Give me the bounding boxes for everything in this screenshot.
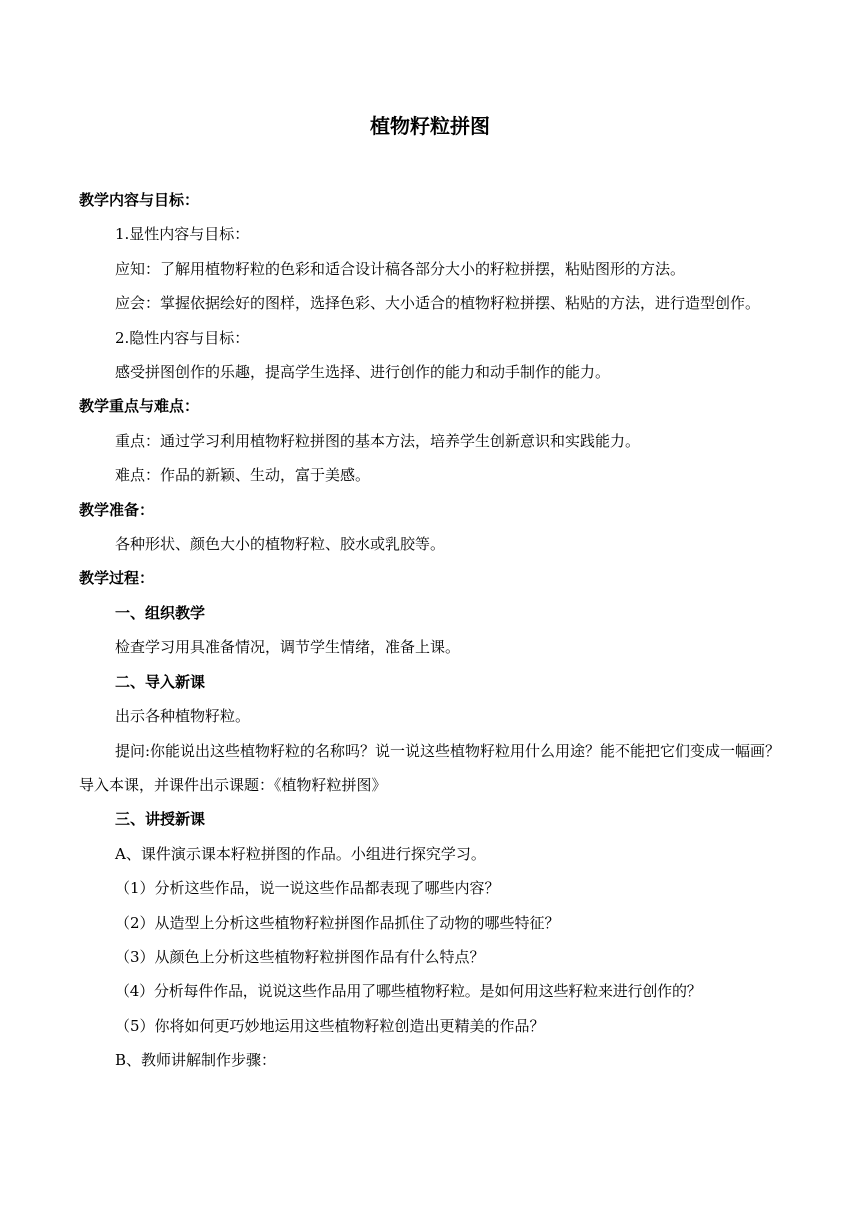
implicit-goals-text: 感受拼图创作的乐趣，提高学生选择、进行创作的能力和动手制作的能力。 <box>115 363 611 382</box>
explicit-goals-heading: 1.显性内容与目标： <box>115 225 250 244</box>
goal-should-text: 应会：掌握依据绘好的图样，选择色彩、大小适合的植物籽粒拼摆、粘贴的方法，进行造型创作。 <box>115 294 761 313</box>
question-3: （3）从颜色上分析这些植物籽粒拼图作品有什么特点？ <box>115 947 485 966</box>
step2-heading: 二、导入新课 <box>115 672 206 691</box>
question-4: （4）分析每件作品，说说这些作品用了哪些植物籽粒。是如何用这些籽粒来进行创作的？ <box>115 982 702 1001</box>
section-heading-process: 教学过程： <box>79 569 155 588</box>
key-point-text: 重点：通过学习利用植物籽粒拼图的基本方法，培养学生创新意识和实践能力。 <box>115 431 641 450</box>
difficult-point-text: 难点：作品的新颖、生动，富于美感。 <box>115 466 371 485</box>
step2-text-2: 提问:你能说出这些植物籽粒的名称吗？说一说这些植物籽粒用什么用途？能不能把它们变成一幅画？导入本课，并课件出示课题：《植物籽粒拼图》 <box>79 741 781 794</box>
step1-text: 检查学习用具准备情况，调节学生情绪，准备上课。 <box>115 638 461 657</box>
implicit-goals-heading: 2.隐性内容与目标： <box>115 328 250 347</box>
step2-text-1: 出示各种植物籽粒。 <box>115 707 251 726</box>
step3-part-a: A、课件演示课本籽粒拼图的作品。小组进行探究学习。 <box>115 844 486 863</box>
question-5: （5）你将如何更巧妙地运用这些植物籽粒创造出更精美的作品？ <box>115 1016 545 1035</box>
question-2: （2）从造型上分析这些植物籽粒拼图作品抓住了动物的哪些特征？ <box>115 913 560 932</box>
step1-heading: 一、组织教学 <box>115 603 206 622</box>
preparation-text: 各种形状、颜色大小的植物籽粒、胶水或乳胶等。 <box>115 535 446 554</box>
goal-know-text: 应知：了解用植物籽粒的色彩和适合设计稿各部分大小的籽粒拼摆，粘贴图形的方法。 <box>115 259 686 278</box>
document-title: 植物籽粒拼图 <box>370 114 490 138</box>
step3-heading: 三、讲授新课 <box>115 810 206 829</box>
document-body <box>79 183 781 1078</box>
step3-part-b: B、教师讲解制作步骤： <box>115 1051 277 1070</box>
question-1: （1）分析这些作品，说一说这些作品都表现了哪些内容？ <box>115 879 500 898</box>
section-heading-key-points: 教学重点与难点： <box>79 397 200 416</box>
section-heading-preparation: 教学准备： <box>79 500 155 519</box>
section-heading-content-goals: 教学内容与目标： <box>79 191 200 209</box>
